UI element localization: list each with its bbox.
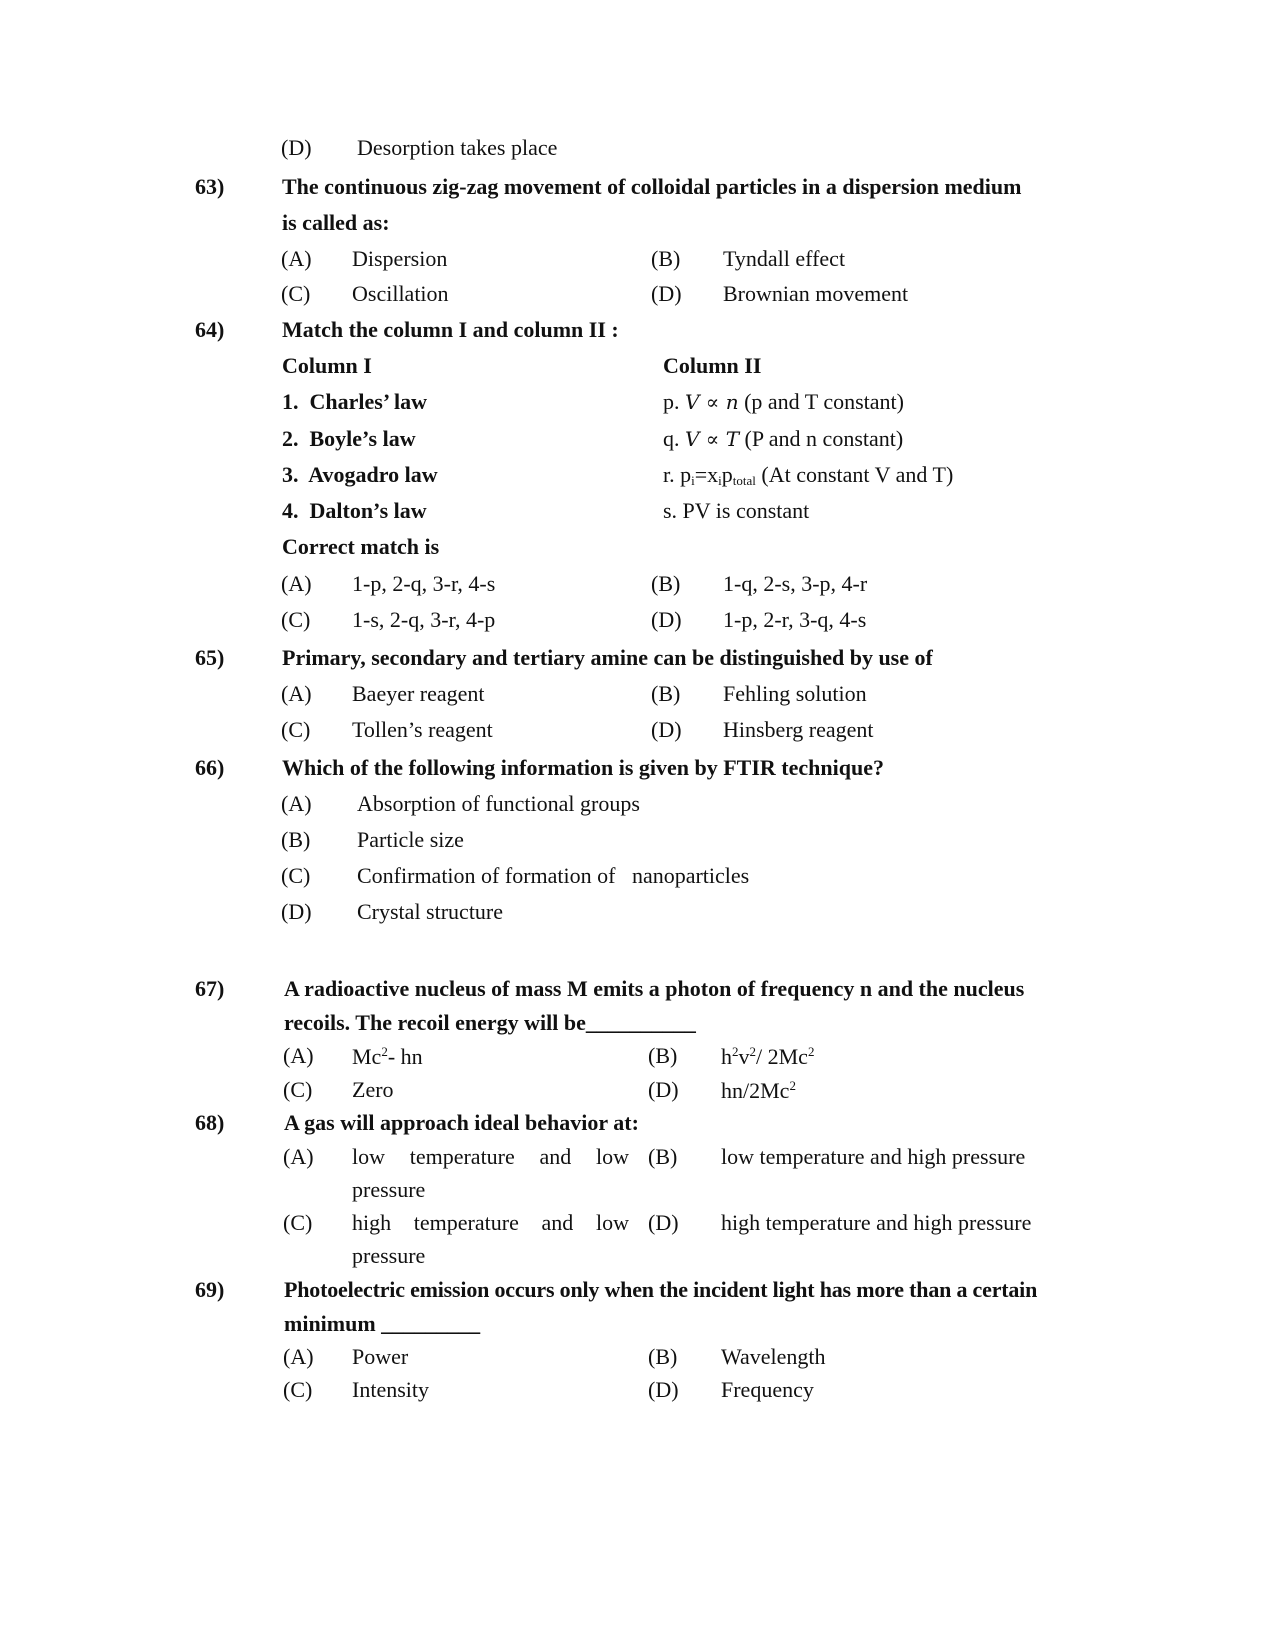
question-number: 69) [195, 1277, 225, 1302]
question-number: 67) [195, 976, 225, 1001]
superscript: 2 [732, 1044, 739, 1059]
question-number: 64) [195, 317, 225, 342]
word: low [352, 1144, 385, 1169]
option-label: (A) [281, 246, 312, 271]
text: hn/2Mc [721, 1078, 790, 1103]
column-item [663, 464, 953, 487]
item-suffix: (p and T constant) [738, 389, 904, 414]
option-text: Power [352, 1344, 409, 1369]
option-label: (B) [651, 246, 681, 271]
option-label: (A) [281, 571, 312, 596]
option-text: 1-q, 2-s, 3-p, 4-r [723, 571, 868, 596]
text: / 2Mc [756, 1044, 808, 1069]
column-item: s. PV is constant [663, 498, 810, 523]
word: low [595, 1210, 629, 1235]
question-text: Which of the following information is given by FTIR technique? [282, 755, 884, 780]
question-text: is called as: [282, 210, 390, 235]
text: - hn [387, 1044, 423, 1069]
option-label: (D) [281, 135, 312, 160]
option-label: (C) [283, 1377, 313, 1402]
option-text: Fehling solution [723, 681, 867, 706]
superscript: 2 [749, 1044, 756, 1059]
option-text: Brownian movement [723, 281, 909, 306]
option-text: 1-s, 2-q, 3-r, 4-p [352, 607, 496, 632]
option-label: (C) [283, 1210, 313, 1235]
option-label: (D) [648, 1077, 679, 1102]
question-text: Photoelectric emission occurs only when the incident light has more than a certain [284, 1277, 1038, 1302]
option-label: (B) [648, 1144, 678, 1169]
subscript: total [732, 473, 756, 488]
superscript: 2 [789, 1078, 796, 1093]
option-text-line [352, 1146, 629, 1168]
word: temperature [409, 1144, 515, 1169]
column-item: 1. Charles’ law [282, 389, 428, 414]
option-text: Desorption takes place [357, 135, 558, 160]
word: and [541, 1210, 574, 1235]
option-label: (D) [648, 1210, 679, 1235]
option-label: (A) [283, 1344, 314, 1369]
option-text: Hinsberg reagent [723, 717, 874, 742]
question-text: The continuous zig-zag movement of colloidal particles in a dispersion medium [282, 174, 1022, 199]
option-label: (D) [648, 1377, 679, 1402]
option-label: (A) [283, 1144, 314, 1169]
word: low [595, 1144, 629, 1169]
option-text: Tyndall effect [723, 246, 846, 271]
option-label: (C) [281, 863, 311, 888]
item-suffix: (P and n constant) [739, 426, 904, 451]
column-item [663, 428, 903, 450]
text: =x [694, 462, 719, 487]
option-label: (D) [651, 717, 682, 742]
superscript: 2 [807, 1044, 815, 1059]
text: (At constant V and T) [755, 462, 954, 487]
column-header: Column II [663, 353, 762, 378]
option-label: (D) [651, 607, 682, 632]
column-item: 4. Dalton’s law [282, 498, 427, 523]
correct-match-label: Correct match is [282, 534, 440, 559]
text: Mc [352, 1044, 382, 1069]
text: r. p [663, 462, 692, 487]
option-text: Intensity [352, 1377, 429, 1402]
column-header: Column I [282, 353, 372, 378]
option-label: (A) [281, 791, 312, 816]
column-item: 3. Avogadro law [282, 462, 438, 487]
option-label: (A) [283, 1043, 314, 1068]
option-text: Crystal structure [357, 899, 504, 924]
option-text: Dispersion [352, 246, 448, 271]
option-text-line [352, 1212, 629, 1234]
option-text: Tollen’s reagent [352, 717, 493, 742]
text: v [738, 1044, 750, 1069]
option-label: (B) [281, 827, 311, 852]
option-label: (D) [281, 899, 312, 924]
question-text: A gas will approach ideal behavior at: [284, 1110, 639, 1135]
math-expression: V ∝ n [685, 390, 739, 414]
option-text: Baeyer reagent [352, 681, 485, 706]
option-label: (B) [648, 1043, 678, 1068]
option-text: pressure [352, 1177, 426, 1202]
option-text [352, 1045, 423, 1068]
option-text: 1-p, 2-r, 3-q, 4-s [723, 607, 867, 632]
option-label: (B) [648, 1344, 678, 1369]
option-text: Wavelength [721, 1344, 826, 1369]
option-text: 1-p, 2-q, 3-r, 4-s [352, 571, 496, 596]
superscript: 2 [381, 1044, 388, 1059]
question-number: 65) [195, 645, 225, 670]
option-label: (B) [651, 681, 681, 706]
option-text: Oscillation [352, 281, 449, 306]
option-label: (A) [281, 681, 312, 706]
option-text: pressure [352, 1243, 426, 1268]
option-text [721, 1079, 796, 1102]
subscript: i [691, 473, 695, 488]
option-label: (C) [281, 717, 311, 742]
option-label: (C) [281, 607, 311, 632]
word: high [352, 1210, 392, 1235]
text: p [721, 462, 733, 487]
option-text: low temperature and high pressure [721, 1144, 1026, 1169]
question-number: 66) [195, 755, 225, 780]
option-text: Zero [352, 1077, 394, 1102]
option-text: Frequency [721, 1377, 814, 1402]
option-text: Absorption of functional groups [357, 791, 640, 816]
subscript: i [718, 473, 722, 488]
item-prefix: q. [663, 426, 685, 451]
math-expression: V ∝ T [685, 427, 740, 451]
column-item: 2. Boyle’s law [282, 426, 416, 451]
option-label: (D) [651, 281, 682, 306]
question-text: minimum _________ [284, 1311, 481, 1336]
item-prefix: p. [663, 389, 685, 414]
question-number: 68) [195, 1110, 225, 1135]
option-label: (C) [281, 281, 311, 306]
question-text: recoils. The recoil energy will be__________ [284, 1010, 696, 1035]
question-text: Primary, secondary and tertiary amine can be distinguished by use of [282, 645, 933, 670]
question-number: 63) [195, 174, 225, 199]
option-text [721, 1045, 814, 1068]
text: h [721, 1044, 732, 1069]
option-label: (C) [283, 1077, 313, 1102]
column-item [663, 391, 904, 413]
question-text: Match the column I and column II : [282, 317, 619, 342]
option-label: (B) [651, 571, 681, 596]
question-text: A radioactive nucleus of mass M emits a photon of frequency n and the nucleus [284, 976, 1025, 1001]
option-text: high temperature and high pressure [721, 1210, 1032, 1235]
option-text: Particle size [357, 827, 464, 852]
word: and [539, 1144, 572, 1169]
word: temperature [413, 1210, 519, 1235]
option-text: Confirmation of formation of nanoparticles [357, 863, 750, 888]
